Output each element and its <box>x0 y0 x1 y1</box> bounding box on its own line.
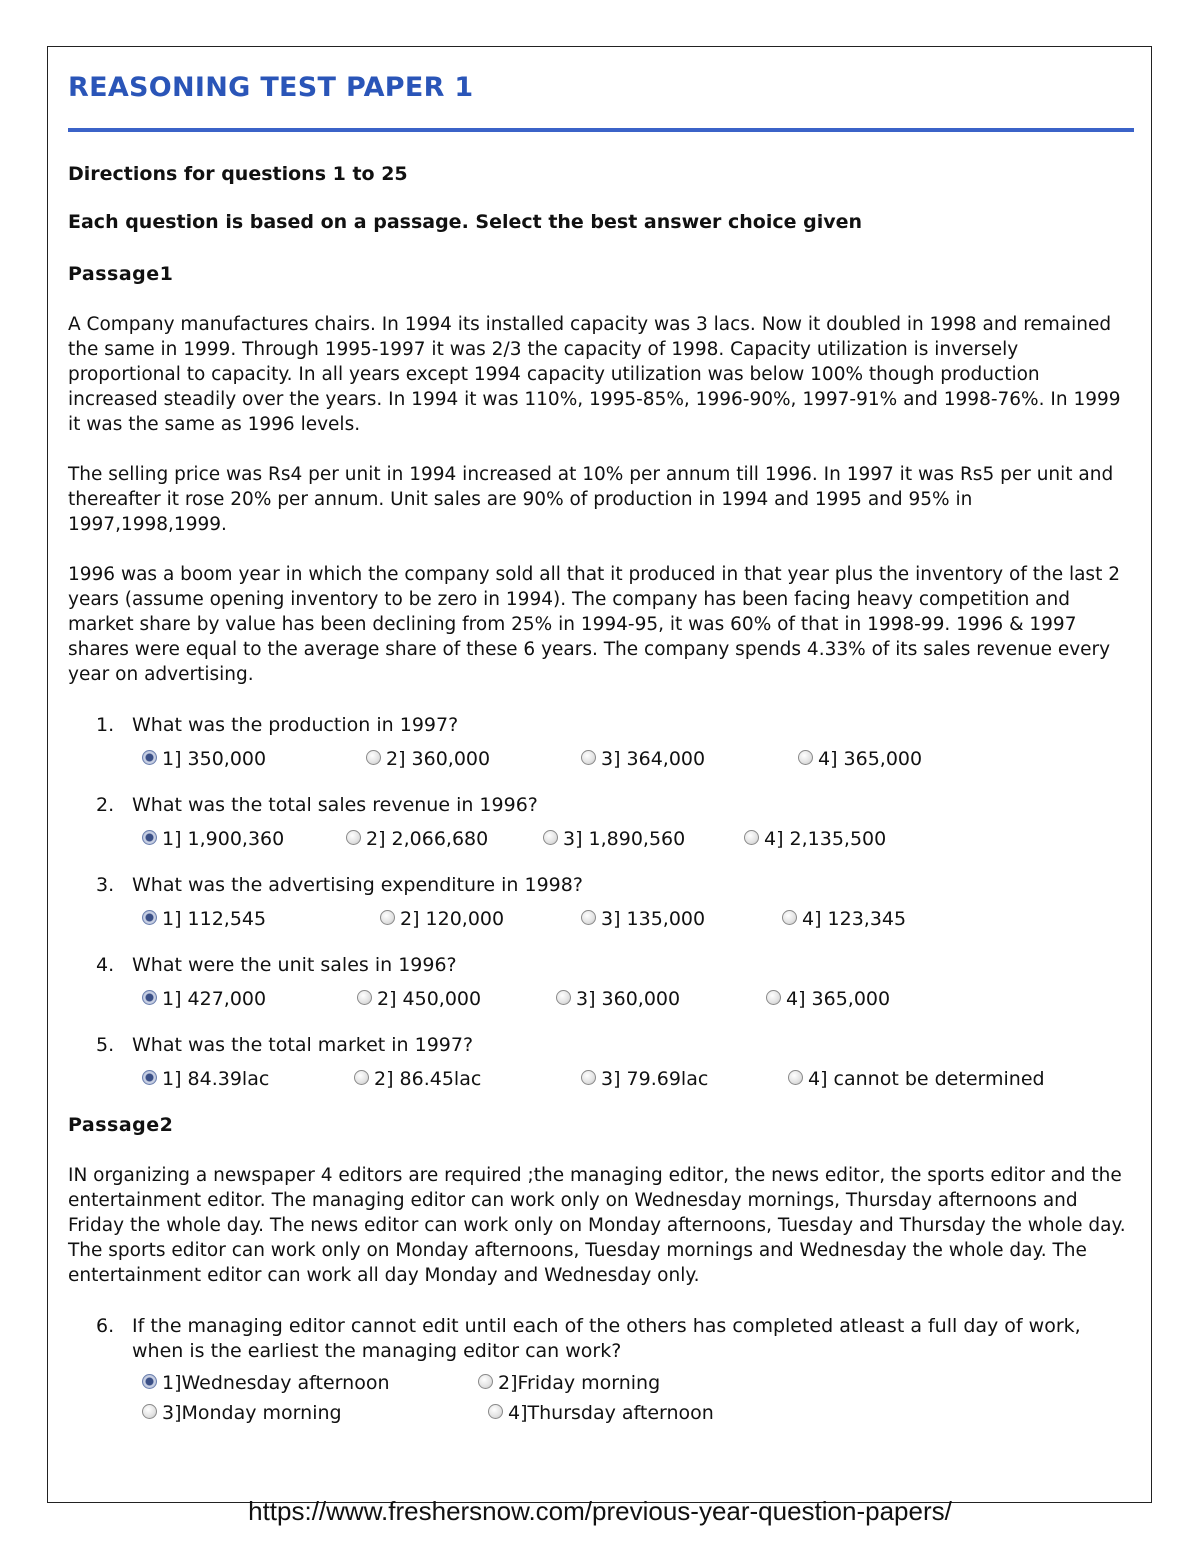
question-5 <box>68 1033 1134 1094</box>
question-2 <box>68 793 1134 854</box>
option-3[interactable]: 3] 360,000 <box>556 984 680 1014</box>
question-text: What was the advertising expenditure in 1998? <box>132 874 583 896</box>
option-2[interactable]: 2] 2,066,680 <box>346 824 488 854</box>
question-text: What was the total market in 1997? <box>132 1034 474 1056</box>
option-2[interactable]: 2] 360,000 <box>366 744 490 774</box>
directions-heading: Directions for questions 1 to 25 <box>68 163 408 185</box>
option-3[interactable]: 3] 1,890,560 <box>543 824 685 854</box>
radio-selected-icon[interactable] <box>142 990 157 1005</box>
passage1-paragraph-3: 1996 was a boom year in which the company sold all that it produced in that year plus the inventory of the last 2 years (assume opening inventory to be zero in 1994). The company has been facing heavy competition and market share by value has been declining from 25% in 1994-95, it was 60% of that in 1998-99. 1996 & 1997 shares were equal to the average share of these 6 years. The company spends 4.33% of its sales revenue every year on advertising. <box>68 564 1120 685</box>
radio-icon[interactable] <box>543 830 558 845</box>
answer-options <box>132 824 1134 854</box>
radio-icon[interactable] <box>581 910 596 925</box>
question-4 <box>68 953 1134 1014</box>
option-4[interactable]: 4] cannot be determined <box>788 1064 1045 1094</box>
option-4[interactable]: 4] 365,000 <box>766 984 890 1014</box>
option-4[interactable]: 4] 2,135,500 <box>744 824 886 854</box>
option-3[interactable]: 3] 79.69lac <box>581 1064 708 1094</box>
option-1[interactable]: 1]Wednesday afternoon <box>142 1368 390 1398</box>
question-number: 2. <box>96 794 115 816</box>
passage2-paragraph: IN organizing a newspaper 4 editors are required ;the managing editor, the news editor, the sports editor and the entertainment editor. The managing editor can work only on Wednesday mornings, Thursday afternoons and Friday the whole day. The news editor can work only on Monday afternoons, Tuesday and Thursday the whole day. The sports editor can work only on Monday afternoons, Tuesday mornings and Wednesday the whole day. The entertainment editor can work all day Monday and Wednesday only. <box>68 1165 1126 1286</box>
radio-icon[interactable] <box>366 750 381 765</box>
instruction-text: Each question is based on a passage. Select the best answer choice given <box>68 211 863 233</box>
radio-icon[interactable] <box>380 910 395 925</box>
radio-icon[interactable] <box>766 990 781 1005</box>
question-text: What was the production in 1997? <box>132 714 459 736</box>
question-3 <box>68 873 1134 934</box>
radio-icon[interactable] <box>556 990 571 1005</box>
question-text: If the managing editor cannot edit until each of the others has completed atleast a full day of work, when is the earliest the managing editor can work? <box>132 1315 1081 1362</box>
question-number: 1. <box>96 714 115 736</box>
footer-url[interactable]: https://www.freshersnow.com/previous-year-question-papers/ <box>248 1496 952 1526</box>
option-1[interactable]: 1] 427,000 <box>142 984 266 1014</box>
page-title: REASONING TEST PAPER 1 <box>68 72 474 103</box>
answer-options <box>132 984 1134 1014</box>
question-number: 4. <box>96 954 115 976</box>
question-number: 3. <box>96 874 115 896</box>
radio-icon[interactable] <box>782 910 797 925</box>
passage1-heading: Passage1 <box>68 263 174 285</box>
question-1 <box>68 713 1134 774</box>
option-1[interactable]: 1] 350,000 <box>142 744 266 774</box>
document-content <box>68 70 1134 1447</box>
option-4[interactable]: 4] 123,345 <box>782 904 906 934</box>
passage1-paragraph-2: The selling price was Rs4 per unit in 1994 increased at 10% per annum till 1996. In 1997 it was Rs5 per unit and thereafter it rose 20% per annum. Unit sales are 90% of production in 1994 and 1995 and 95% in 1997,1998,1999. <box>68 464 1114 535</box>
option-3[interactable]: 3] 135,000 <box>581 904 705 934</box>
radio-selected-icon[interactable] <box>142 910 157 925</box>
option-4[interactable]: 4] 365,000 <box>798 744 922 774</box>
radio-icon[interactable] <box>788 1070 803 1085</box>
option-1[interactable]: 1] 84.39lac <box>142 1064 269 1094</box>
option-1[interactable]: 1] 112,545 <box>142 904 266 934</box>
radio-icon[interactable] <box>346 830 361 845</box>
answer-options <box>132 1064 1134 1094</box>
answer-options <box>132 1368 1134 1428</box>
answer-options <box>132 904 1134 934</box>
radio-selected-icon[interactable] <box>142 750 157 765</box>
radio-icon[interactable] <box>354 1070 369 1085</box>
title-rule <box>68 128 1134 132</box>
option-2[interactable]: 2]Friday morning <box>478 1368 660 1398</box>
radio-icon[interactable] <box>798 750 813 765</box>
question-6 <box>68 1314 1134 1428</box>
radio-selected-icon[interactable] <box>142 1070 157 1085</box>
radio-icon[interactable] <box>357 990 372 1005</box>
option-1[interactable]: 1] 1,900,360 <box>142 824 284 854</box>
question-list-passage1 <box>68 713 1134 1094</box>
passage2-heading: Passage2 <box>68 1114 174 1136</box>
radio-icon[interactable] <box>581 1070 596 1085</box>
radio-selected-icon[interactable] <box>142 1374 157 1389</box>
radio-icon[interactable] <box>478 1374 493 1389</box>
radio-icon[interactable] <box>142 1404 157 1419</box>
passage1-paragraph-1: A Company manufactures chairs. In 1994 its installed capacity was 3 lacs. Now it doubled in 1998 and remained the same in 1999. Through 1995-1997 it was 2/3 the capacity of 1998. Capacity utilization is inversely proportional to capacity. In all years except 1994 capacity utilization was below 100% though production increased steadily over the years. In 1994 it was 110%, 1995-85%, 1996-90%, 1997-91% and 1998-76%. In 1999 it was the same as 1996 levels. <box>68 314 1121 435</box>
option-2[interactable]: 2] 450,000 <box>357 984 481 1014</box>
option-2[interactable]: 2] 86.45lac <box>354 1064 481 1094</box>
option-3[interactable]: 3] 364,000 <box>581 744 705 774</box>
radio-icon[interactable] <box>581 750 596 765</box>
option-2[interactable]: 2] 120,000 <box>380 904 504 934</box>
question-number: 5. <box>96 1034 115 1056</box>
answer-options <box>132 744 1134 774</box>
question-number: 6. <box>96 1315 115 1337</box>
radio-icon[interactable] <box>744 830 759 845</box>
option-4[interactable]: 4]Thursday afternoon <box>488 1398 714 1428</box>
radio-icon[interactable] <box>488 1404 503 1419</box>
question-text: What was the total sales revenue in 1996? <box>132 794 538 816</box>
radio-selected-icon[interactable] <box>142 830 157 845</box>
question-text: What were the unit sales in 1996? <box>132 954 457 976</box>
option-3[interactable]: 3]Monday morning <box>142 1398 342 1428</box>
question-list-passage2 <box>68 1314 1134 1428</box>
